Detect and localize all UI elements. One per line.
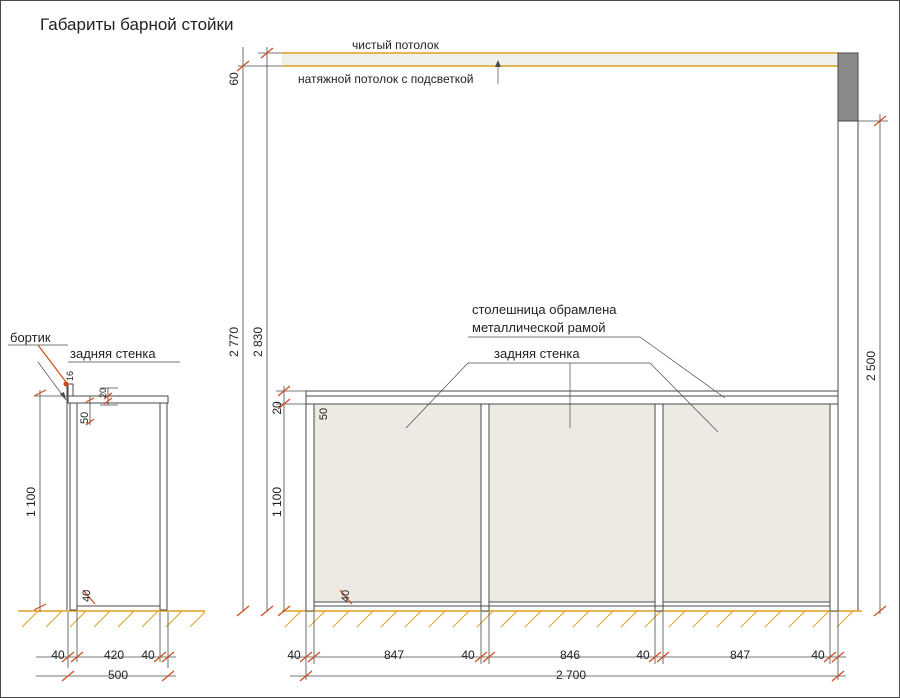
side-rim-value: 16 <box>65 370 75 381</box>
front-post-4 <box>830 404 838 611</box>
front-bottom-dim-4: 846 <box>559 648 581 662</box>
front-bottom-dim-3: 40 <box>461 648 475 662</box>
post-height-value: 2 500 <box>864 350 878 382</box>
countertop-leader <box>640 337 725 398</box>
front-bottom-dim-1: 40 <box>287 648 301 662</box>
post-ceiling-cap <box>838 53 858 121</box>
front-bottom-frame-value: 40 <box>340 589 352 603</box>
side-left-post <box>70 403 77 610</box>
back-panel-3 <box>663 404 830 602</box>
side-top-frame-value: 50 <box>79 411 91 424</box>
side-height-value: 1 100 <box>24 486 38 518</box>
side-rim <box>68 384 73 396</box>
stretch-ceiling-band <box>282 53 838 66</box>
side-rim-leader <box>38 345 66 382</box>
side-post-right-value: 40 <box>141 648 155 662</box>
side-countertop <box>68 396 168 403</box>
front-bottom-dim-5: 40 <box>636 648 650 662</box>
side-top-value: 20 <box>98 387 108 398</box>
side-inner-value: 420 <box>103 648 125 662</box>
side-rim-leader-dot <box>64 382 69 387</box>
side-bottom-frame-value: 40 <box>81 589 93 602</box>
back-panel-2 <box>489 404 655 602</box>
ceiling-gap-value: 60 <box>227 72 241 86</box>
countertop-edge <box>306 391 838 396</box>
back-panel-1 <box>314 404 481 602</box>
side-rim-label: бортик <box>10 330 51 345</box>
front-bottom-dim-2: 847 <box>383 648 405 662</box>
height-to-stretch-value: 2 770 <box>227 326 241 358</box>
side-floor-hatching <box>22 611 205 627</box>
front-floor-hatching <box>285 611 853 627</box>
side-post-left-value: 40 <box>51 648 65 662</box>
countertop <box>306 396 838 404</box>
front-top-frame-value: 50 <box>318 407 330 421</box>
height-to-ceiling-value: 2 830 <box>251 326 265 358</box>
vertical-post <box>838 121 858 611</box>
countertop-label-line1: столешница обрамлена <box>472 302 617 317</box>
side-total-value: 500 <box>107 668 129 682</box>
stretch-ceiling-label: натяжной потолок с подсветкой <box>298 72 474 86</box>
front-view <box>227 38 888 682</box>
front-post-1 <box>306 404 314 611</box>
side-right-post <box>160 403 167 610</box>
bar-height-value: 1 100 <box>270 486 284 518</box>
front-back-wall-label: задняя стенка <box>494 346 580 361</box>
clean-ceiling-label: чистый потолок <box>352 38 439 52</box>
side-back-wall-label: задняя стенка <box>70 346 156 361</box>
front-top-value: 20 <box>270 401 284 415</box>
countertop-label-line2: металлической рамой <box>472 320 606 335</box>
front-bottom-dim-7: 40 <box>811 648 825 662</box>
front-bottom-dim-6: 847 <box>729 648 751 662</box>
drawing-title: Габариты барной стойки <box>40 15 234 34</box>
side-view <box>8 330 205 682</box>
front-post-3 <box>655 404 663 611</box>
front-post-2 <box>481 404 489 611</box>
front-total-value: 2 700 <box>555 668 587 682</box>
